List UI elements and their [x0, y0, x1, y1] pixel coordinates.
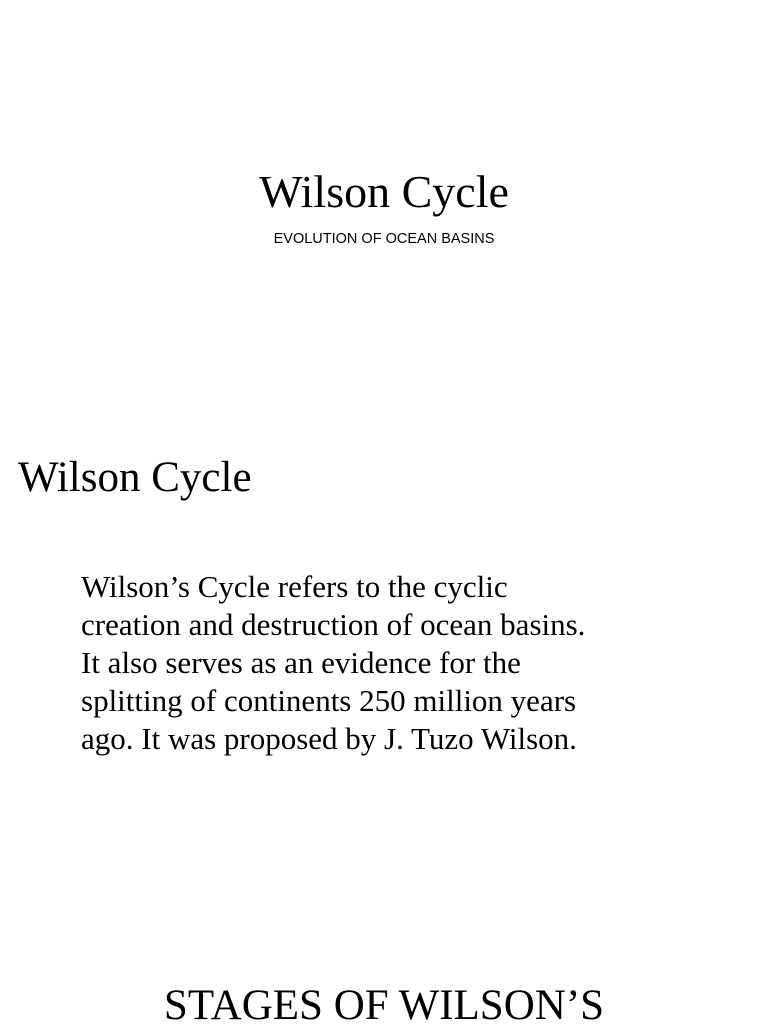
stages-heading: STAGES OF WILSON’S: [163, 982, 605, 1029]
body-line: ago. It was proposed by J. Tuzo Wilson.: [81, 721, 577, 756]
title-slide: [0, 0, 768, 380]
body-line: splitting of continents 250 million years: [81, 683, 577, 718]
slide-heading: Wilson Cycle: [18, 454, 252, 501]
stages-slide: [0, 940, 768, 1029]
content-slide: [0, 380, 768, 940]
slide-title: Wilson Cycle: [259, 166, 509, 217]
body-paragraph: [81, 568, 721, 758]
body-line: creation and destruction of ocean basins.: [81, 607, 586, 642]
slide-subtitle: EVOLUTION OF OCEAN BASINS: [273, 231, 495, 247]
body-line: It also serves as an evidence for the: [81, 645, 521, 680]
body-line: Wilson’s Cycle refers to the cyclic: [81, 569, 508, 604]
